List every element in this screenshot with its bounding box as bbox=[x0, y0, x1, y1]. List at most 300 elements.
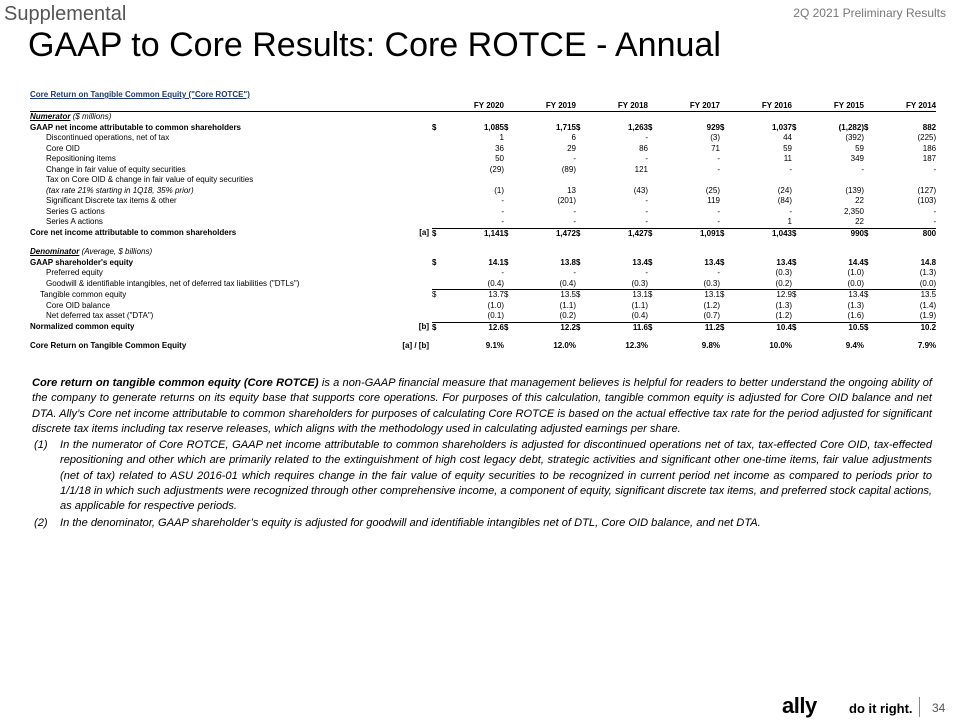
value-cell: 990 bbox=[850, 228, 864, 238]
value-cell bbox=[806, 175, 864, 186]
dollar-sign bbox=[720, 217, 734, 228]
dollar-sign bbox=[648, 279, 662, 290]
dollar-sign bbox=[864, 196, 878, 207]
value-cell: - bbox=[861, 164, 864, 174]
dollar-sign bbox=[720, 341, 734, 352]
row-label: Tax on Core OID & change in fair value of equity securities bbox=[46, 175, 254, 184]
dollar-sign bbox=[504, 301, 518, 312]
ally-logo: ally bbox=[782, 693, 817, 718]
dollar-sign bbox=[432, 133, 446, 144]
row-ref bbox=[382, 217, 432, 228]
value-cell: (0.3) bbox=[775, 268, 792, 277]
row-label: Discontinued operations, net of tax bbox=[46, 133, 170, 142]
value-cell: 9.1% bbox=[485, 341, 504, 350]
value-cell: 22 bbox=[806, 217, 864, 228]
value-cell: 22 bbox=[855, 196, 864, 205]
value-cell: 121 bbox=[634, 164, 648, 174]
table-title-row bbox=[30, 90, 936, 101]
dollar-sign bbox=[792, 341, 806, 352]
row-tax-rate bbox=[30, 186, 936, 197]
dollar-sign: $ bbox=[504, 257, 509, 267]
row-label: Core OID bbox=[46, 143, 80, 153]
dollar-sign bbox=[432, 186, 446, 197]
dollar-sign bbox=[432, 217, 446, 228]
row-gaap-ni bbox=[30, 123, 936, 134]
value-cell bbox=[590, 175, 648, 186]
value-cell: (1.1) bbox=[631, 300, 648, 310]
row-ref bbox=[382, 290, 432, 301]
row-gaap-equity bbox=[30, 258, 936, 269]
dollar-sign: $ bbox=[648, 290, 653, 299]
row-ref bbox=[382, 207, 432, 218]
value-cell: (0.2) bbox=[734, 279, 792, 290]
supplemental-label: Supplemental bbox=[4, 3, 127, 25]
dollar-sign: $ bbox=[576, 228, 581, 238]
value-cell: 11 bbox=[783, 154, 792, 163]
dollar-sign bbox=[576, 311, 590, 322]
dollar-sign bbox=[576, 165, 590, 176]
value-cell: (0.3) bbox=[662, 279, 720, 290]
dollar-sign bbox=[576, 341, 590, 352]
row-disc-ops bbox=[30, 133, 936, 144]
dollar-sign: $ bbox=[432, 290, 437, 299]
row-label: Significant Discrete tax items & other bbox=[46, 196, 177, 205]
dollar-sign bbox=[504, 165, 518, 176]
value-cell: - bbox=[933, 206, 937, 216]
dollar-sign: $ bbox=[648, 228, 653, 238]
value-cell: 13.4 bbox=[704, 257, 720, 267]
dollar-sign bbox=[576, 268, 590, 279]
footnote-2-text: In the denominator, GAAP shareholder’s equity is adjusted for goodwill and identifiable intangibles net of DTL, Core OID balance, and net DTA. bbox=[60, 516, 761, 529]
dollar-sign bbox=[792, 154, 806, 165]
dollar-sign: $ bbox=[864, 290, 869, 299]
row-core-oid bbox=[30, 144, 936, 155]
dollar-sign: $ bbox=[432, 228, 437, 238]
dollar-sign bbox=[504, 279, 518, 290]
value-cell: (1.9) bbox=[878, 311, 936, 322]
value-cell: (1.0) bbox=[847, 268, 864, 277]
value-cell: (127) bbox=[917, 185, 937, 195]
value-cell: (1.2) bbox=[734, 311, 792, 322]
dollar-sign bbox=[576, 133, 590, 144]
row-core-ni bbox=[30, 228, 936, 239]
value-cell: 11.6 bbox=[632, 322, 648, 332]
value-cell: 11.2 bbox=[704, 322, 720, 332]
value-cell: - bbox=[645, 196, 648, 205]
denominator-section-unit: (Average, $ billions) bbox=[81, 247, 153, 256]
dollar-sign bbox=[864, 341, 878, 352]
dollar-sign bbox=[864, 279, 878, 290]
row-ref bbox=[382, 196, 432, 207]
value-cell: 10.4 bbox=[776, 322, 792, 332]
value-cell: 50 bbox=[495, 154, 504, 163]
value-cell: 187 bbox=[922, 154, 937, 163]
dollar-sign: $ bbox=[576, 322, 581, 332]
dollar-sign bbox=[792, 217, 806, 228]
dollar-sign bbox=[504, 144, 518, 155]
row-label: Goodwill & identifiable intangibles, net of deferred tax liabilities ("DTLs") bbox=[46, 278, 300, 288]
row-label: Normalized common equity bbox=[30, 322, 135, 332]
dollar-sign bbox=[576, 175, 590, 186]
dollar-sign bbox=[576, 301, 590, 312]
value-cell: 186 bbox=[922, 143, 937, 153]
dollar-sign: $ bbox=[720, 290, 725, 299]
value-cell: (225) bbox=[917, 133, 937, 142]
row-label: Change in fair value of equity securities bbox=[46, 164, 186, 174]
value-cell: (0.4) bbox=[590, 311, 648, 322]
value-cell: (0.0) bbox=[878, 279, 936, 290]
value-cell: - bbox=[717, 164, 720, 174]
value-cell: 13 bbox=[567, 185, 576, 195]
value-cell: 1,037 bbox=[771, 122, 792, 132]
dollar-sign bbox=[792, 175, 806, 186]
dollar-sign bbox=[864, 165, 878, 176]
value-cell: 13.8 bbox=[560, 257, 576, 267]
value-cell: 1,472 bbox=[555, 228, 576, 238]
dollar-sign: $ bbox=[504, 228, 509, 238]
header-blank bbox=[30, 101, 382, 112]
value-cell bbox=[662, 175, 720, 186]
value-cell: 6 bbox=[571, 133, 576, 142]
value-cell: - bbox=[573, 154, 576, 163]
value-cell: 12.6 bbox=[488, 322, 504, 332]
row-series-g bbox=[30, 207, 936, 218]
value-cell: (25) bbox=[705, 185, 720, 195]
value-cell: - bbox=[645, 133, 648, 142]
value-cell: 12.3% bbox=[625, 341, 648, 350]
dollar-sign bbox=[576, 207, 590, 218]
dollar-sign bbox=[576, 154, 590, 165]
numerator-section-cell bbox=[30, 112, 936, 123]
dollar-sign: $ bbox=[792, 228, 797, 238]
value-cell: 13.5 bbox=[560, 290, 576, 299]
value-cell: - bbox=[717, 268, 720, 277]
row-normalized bbox=[30, 322, 936, 333]
row-ref bbox=[382, 279, 432, 290]
dollar-sign bbox=[432, 311, 446, 322]
value-cell: - bbox=[645, 268, 648, 277]
year-header: FY 2018 bbox=[576, 101, 648, 112]
year-header: FY 2019 bbox=[504, 101, 576, 112]
value-cell: 10.0% bbox=[769, 341, 792, 350]
dollar-sign bbox=[720, 311, 734, 322]
value-cell: 2,350 bbox=[843, 206, 864, 216]
footnote-2-number: (2) bbox=[34, 516, 48, 529]
dollar-sign: $ bbox=[720, 122, 725, 132]
value-cell: 13.4 bbox=[776, 257, 792, 267]
value-cell: 349 bbox=[850, 154, 864, 163]
row-label: GAAP net income attributable to common shareholders bbox=[30, 122, 241, 132]
row-fv-equity bbox=[30, 165, 936, 176]
dollar-sign bbox=[792, 301, 806, 312]
value-cell: (0.1) bbox=[446, 311, 504, 322]
value-cell: 71 bbox=[711, 143, 720, 153]
row-label: Core Return on Tangible Common Equity bbox=[30, 341, 187, 350]
row-label: GAAP shareholder's equity bbox=[30, 257, 134, 267]
value-cell: 10.5 bbox=[848, 322, 864, 332]
dollar-sign bbox=[720, 165, 734, 176]
value-cell: (29) bbox=[489, 164, 504, 174]
value-cell: 9.4% bbox=[845, 341, 864, 350]
dollar-sign bbox=[720, 268, 734, 279]
dollar-sign bbox=[648, 268, 662, 279]
value-cell: (1.3) bbox=[847, 300, 864, 310]
dollar-sign bbox=[864, 301, 878, 312]
dollar-sign bbox=[648, 207, 662, 218]
numerator-section bbox=[30, 112, 936, 123]
dollar-sign bbox=[720, 133, 734, 144]
row-label: Repositioning items bbox=[46, 154, 116, 163]
row-ref bbox=[382, 175, 432, 186]
dollar-sign: $ bbox=[648, 122, 653, 132]
dollar-sign: $ bbox=[864, 122, 869, 132]
denominator-section-cell bbox=[30, 247, 936, 258]
value-cell: (1.2) bbox=[703, 300, 720, 310]
value-cell: (1.4) bbox=[919, 300, 937, 310]
row-ref bbox=[382, 311, 432, 322]
dollar-sign bbox=[720, 279, 734, 290]
dollar-sign bbox=[792, 279, 806, 290]
row-tangible bbox=[30, 290, 936, 301]
row-ref bbox=[382, 268, 432, 279]
value-cell: 12.9 bbox=[776, 290, 792, 299]
dollar-sign bbox=[720, 144, 734, 155]
row-ref: [a] / [b] bbox=[402, 341, 429, 350]
row-label: Core OID balance bbox=[46, 300, 111, 310]
spacer-row bbox=[30, 333, 936, 341]
value-cell: 1,427 bbox=[627, 228, 648, 238]
intro-paragraph bbox=[32, 376, 932, 437]
dollar-sign: $ bbox=[792, 122, 797, 132]
footnote-1-text: In the numerator of Core ROTCE, GAAP net income attributable to common shareholders is adjusted for discontinued operations net of tax, tax-effected Core OID, tax-effected repositioning and other which are primarily related to the extinguishment of high cost legacy debt, strategic activities and significant other one-time items, fair value adjustments (net of tax) related to ASU 2016-01 which requires change in the fair value of equity securities to be recognized in current period net income as compared to periods prior to 1/1/18 in which such adjustments were recognized through other comprehensive income, a component of equity, significant discrete tax items, and preferred stock capital actions, as applicable for respective periods. bbox=[60, 439, 932, 513]
dollar-sign bbox=[504, 217, 518, 228]
row-label: Core net income attributable to common shareholders bbox=[30, 228, 237, 238]
value-cell: (1) bbox=[494, 185, 504, 195]
dollar-sign bbox=[504, 311, 518, 322]
value-cell: - bbox=[717, 206, 720, 216]
dollar-sign bbox=[792, 186, 806, 197]
year-header-row bbox=[30, 101, 936, 112]
value-cell: (89) bbox=[561, 164, 576, 174]
dollar-sign bbox=[720, 301, 734, 312]
value-cell: - bbox=[878, 217, 936, 228]
value-cell bbox=[518, 175, 576, 186]
dollar-sign: $ bbox=[864, 228, 869, 238]
value-cell: (0.7) bbox=[662, 311, 720, 322]
denominator-section-label: Denominator bbox=[30, 247, 80, 256]
dollar-sign bbox=[864, 133, 878, 144]
value-cell: 800 bbox=[922, 228, 937, 238]
dollar-sign bbox=[792, 165, 806, 176]
value-cell: (24) bbox=[777, 185, 792, 195]
dollar-sign bbox=[648, 144, 662, 155]
table-title: Core Return on Tangible Common Equity ("Core ROTCE") bbox=[30, 90, 250, 99]
row-label: Series G actions bbox=[46, 206, 105, 216]
dollar-sign: $ bbox=[576, 290, 581, 299]
year-header: FY 2014 bbox=[864, 101, 936, 112]
row-oid-balance bbox=[30, 301, 936, 312]
dollar-sign: $ bbox=[504, 290, 509, 299]
footnote-1 bbox=[32, 438, 932, 514]
dollar-sign bbox=[864, 217, 878, 228]
value-cell: (201) bbox=[557, 196, 576, 205]
dollar-sign: $ bbox=[792, 290, 797, 299]
value-cell: 59 bbox=[855, 143, 864, 153]
value-cell: - bbox=[501, 206, 504, 216]
row-ref: [a] bbox=[419, 228, 429, 238]
value-cell: 44 bbox=[783, 133, 792, 142]
value-cell: 1,085 bbox=[483, 122, 504, 132]
numerator-section-label: Numerator bbox=[30, 112, 71, 121]
dollar-sign bbox=[576, 144, 590, 155]
value-cell: (3) bbox=[710, 133, 720, 142]
row-repositioning bbox=[30, 154, 936, 165]
value-cell: (139) bbox=[845, 185, 864, 195]
dollar-sign bbox=[792, 311, 806, 322]
value-cell: 13.4 bbox=[848, 290, 864, 299]
dollar-sign bbox=[648, 311, 662, 322]
value-cell: 86 bbox=[639, 143, 648, 153]
value-cell: 1 bbox=[499, 133, 504, 142]
page-number: 34 bbox=[932, 701, 946, 715]
dollar-sign bbox=[432, 196, 446, 207]
dollar-sign bbox=[864, 311, 878, 322]
dollar-sign bbox=[864, 154, 878, 165]
value-cell: - bbox=[501, 196, 504, 205]
value-cell: (0.2) bbox=[518, 311, 576, 322]
value-cell: 13.7 bbox=[488, 290, 504, 299]
value-cell: - bbox=[446, 217, 504, 228]
row-goodwill bbox=[30, 279, 936, 290]
value-cell: (0.0) bbox=[806, 279, 864, 290]
row-label: Tangible common equity bbox=[40, 289, 127, 299]
dollar-sign bbox=[792, 196, 806, 207]
footer-divider bbox=[919, 697, 920, 717]
intro-bold: Core return on tangible common equity (Core ROTCE) bbox=[32, 377, 319, 389]
value-cell: 9.8% bbox=[701, 341, 720, 350]
year-header: FY 2020 bbox=[432, 101, 504, 112]
dollar-sign bbox=[792, 133, 806, 144]
value-cell: 14.4 bbox=[848, 257, 864, 267]
value-cell: - bbox=[645, 206, 648, 216]
dollar-sign bbox=[648, 186, 662, 197]
value-cell: 1 bbox=[734, 217, 792, 228]
dollar-sign bbox=[720, 175, 734, 186]
numerator-section-unit: ($ millions) bbox=[72, 112, 112, 121]
value-cell: - bbox=[789, 206, 792, 216]
dollar-sign bbox=[864, 175, 878, 186]
dollar-sign: $ bbox=[648, 257, 653, 267]
value-cell: - bbox=[933, 164, 937, 174]
dollar-sign: $ bbox=[720, 228, 725, 238]
spacer-row bbox=[30, 239, 936, 247]
dollar-sign: $ bbox=[504, 322, 509, 332]
dollar-sign bbox=[864, 186, 878, 197]
dollar-sign: $ bbox=[792, 322, 797, 332]
value-cell bbox=[446, 175, 504, 186]
value-cell: (1,282) bbox=[838, 122, 864, 132]
value-cell: 1,715 bbox=[555, 122, 576, 132]
value-cell: (0.3) bbox=[590, 279, 648, 290]
value-cell: (1.3) bbox=[775, 300, 792, 310]
row-dta bbox=[30, 311, 936, 322]
value-cell: 882 bbox=[922, 122, 937, 132]
value-cell: 29 bbox=[567, 143, 576, 153]
dollar-sign: $ bbox=[720, 257, 725, 267]
value-cell: - bbox=[590, 217, 648, 228]
row-ref bbox=[382, 123, 432, 134]
value-cell: - bbox=[573, 268, 576, 277]
dollar-sign: $ bbox=[864, 322, 869, 332]
dollar-sign bbox=[864, 207, 878, 218]
value-cell: (1.0) bbox=[487, 300, 504, 310]
value-cell: (84) bbox=[777, 196, 792, 205]
dollar-sign bbox=[792, 207, 806, 218]
value-cell: 14.8 bbox=[920, 257, 937, 267]
value-cell: 119 bbox=[707, 196, 720, 205]
value-cell: 59 bbox=[783, 143, 792, 153]
dollar-sign bbox=[432, 279, 446, 290]
row-ref bbox=[382, 154, 432, 165]
intro-rest: is a non-GAAP financial measure that management believes is helpful for readers to better understand the ongoing ability of the company to generate returns on its equity base that supports core operations. For purposes of this calculation, tangible common equity is adjusted for Core OID balance and net DTA. Ally’s Core net income attributable to common shareholders for purposes of calculating Core ROTCE is based on the actual effective tax rate for the period adjusted for significant discrete tax items including tax reserve releases, which aligns with the methodology used in calculating adjusted earnings per share. bbox=[32, 377, 932, 435]
dollar-sign bbox=[720, 196, 734, 207]
preliminary-results-label: 2Q 2021 Preliminary Results bbox=[793, 6, 946, 20]
dollar-sign bbox=[432, 165, 446, 176]
row-label: Preferred equity bbox=[46, 268, 103, 277]
footnote-1-number: (1) bbox=[34, 439, 48, 452]
row-ref bbox=[382, 258, 432, 269]
value-cell: (0.4) bbox=[518, 279, 576, 290]
value-cell bbox=[734, 175, 792, 186]
dollar-sign bbox=[504, 154, 518, 165]
value-cell: (1.3) bbox=[919, 268, 937, 277]
dollar-sign bbox=[576, 217, 590, 228]
dollar-sign: $ bbox=[432, 257, 437, 267]
value-cell: - bbox=[518, 217, 576, 228]
dollar-sign bbox=[648, 133, 662, 144]
row-label: (tax rate 21% starting in 1Q18, 35% prior) bbox=[46, 185, 194, 195]
dollar-sign bbox=[864, 144, 878, 155]
dollar-sign bbox=[648, 217, 662, 228]
value-cell: 12.2 bbox=[560, 322, 576, 332]
value-cell: - bbox=[645, 154, 648, 163]
dollar-sign bbox=[504, 207, 518, 218]
denominator-section bbox=[30, 247, 936, 258]
value-cell: - bbox=[501, 268, 504, 277]
row-core-rotce bbox=[30, 341, 936, 352]
row-ref: [b] bbox=[418, 322, 429, 332]
value-cell: (0.4) bbox=[446, 279, 504, 290]
dollar-sign: $ bbox=[432, 122, 437, 132]
row-series-a bbox=[30, 217, 936, 228]
value-cell: 14.1 bbox=[488, 257, 504, 267]
value-cell: (1.1) bbox=[559, 300, 576, 310]
dollar-sign bbox=[432, 144, 446, 155]
dollar-sign bbox=[504, 175, 518, 186]
value-cell: 36 bbox=[495, 143, 504, 153]
dollar-sign bbox=[648, 154, 662, 165]
row-ref bbox=[382, 144, 432, 155]
value-cell: 7.9% bbox=[917, 341, 937, 350]
dollar-sign bbox=[648, 175, 662, 186]
row-label: Series A actions bbox=[46, 217, 103, 227]
dollar-sign bbox=[504, 268, 518, 279]
dollar-sign bbox=[504, 133, 518, 144]
dollar-sign bbox=[432, 154, 446, 165]
value-cell bbox=[878, 175, 936, 186]
value-cell: - bbox=[717, 154, 720, 163]
dollar-sign bbox=[504, 196, 518, 207]
